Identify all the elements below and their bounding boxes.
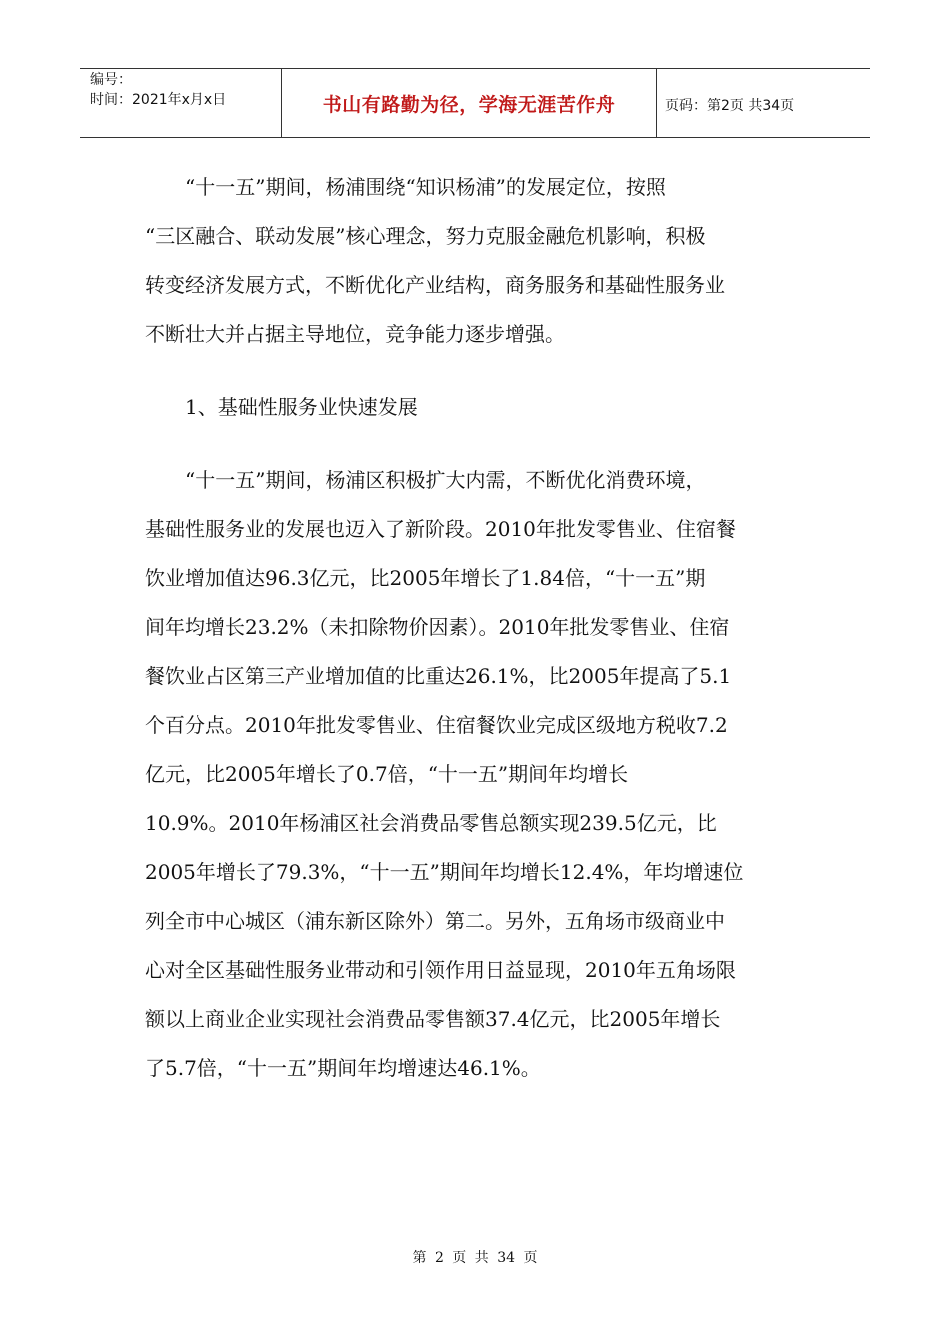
text-line: 间年均增长23.2%（未扣除物价因素）。2010年批发零售业、住宿 (145, 615, 730, 639)
header-page-cell (657, 69, 870, 137)
text-line: “十一五”期间，杨浦围绕“知识杨浦”的发展定位，按照 (185, 175, 666, 199)
text-line: 亿元，比2005年增长了0.7倍，“十一五”期间年均增长 (145, 762, 629, 786)
document-number-label: 编号： (90, 72, 132, 88)
header-motto: 书山有路勤为径，学海无涯苦作舟 (322, 94, 616, 116)
page-footer: 第 2 页 共 34 页 (412, 1250, 538, 1266)
text-line: 餐饮业占区第三产业增加值的比重达26.1%，比2005年提高了5.1 (145, 664, 732, 688)
text-line: 额以上商业企业实现社会消费品零售额37.4亿元，比2005年增长 (145, 1007, 721, 1031)
header-left-cell (80, 69, 282, 137)
text-line: 列全市中心城区（浦东新区除外）第二。另外，五角场市级商业中 (145, 909, 725, 933)
text-line: 饮业增加值达96.3亿元，比2005年增长了1.84倍，“十一五”期 (145, 566, 706, 590)
text-line: 10.9%。2010年杨浦区社会消费品零售总额实现239.5亿元，比 (145, 811, 717, 835)
header-motto-cell (282, 69, 657, 137)
paragraph-intro (145, 163, 815, 359)
text-line: 了5.7倍，“十一五”期间年均增速达46.1%。 (145, 1056, 541, 1080)
text-line: 2005年增长了79.3%，“十一五”期间年均增长12.4%，年均增速位 (145, 860, 744, 884)
header-page-info: 页码：第2页 共34页 (665, 98, 795, 114)
document-date: 时间：2021年x月x日 (90, 92, 227, 108)
text-line: 个百分点。2010年批发零售业、住宿餐饮业完成区级地方税收7.2 (145, 713, 728, 737)
section-heading (145, 383, 815, 432)
text-line: “十一五”期间，杨浦区积极扩大内需，不断优化消费环境， (185, 468, 706, 492)
paragraph-section-1 (145, 456, 815, 1093)
text-line: “三区融合、联动发展”核心理念，努力克服金融危机影响，积极 (145, 224, 706, 248)
document-body (145, 163, 815, 1093)
text-line: 不断壮大并占据主导地位，竞争能力逐步增强。 (145, 322, 565, 346)
page-header (80, 68, 870, 138)
text-line: 心对全区基础性服务业带动和引领作用日益显现，2010年五角场限 (145, 958, 736, 982)
section-heading-text: 1、基础性服务业快速发展 (185, 395, 418, 419)
text-line: 转变经济发展方式，不断优化产业结构，商务服务和基础性服务业 (145, 273, 725, 297)
text-line: 基础性服务业的发展也迈入了新阶段。2010年批发零售业、住宿餐 (145, 517, 736, 541)
